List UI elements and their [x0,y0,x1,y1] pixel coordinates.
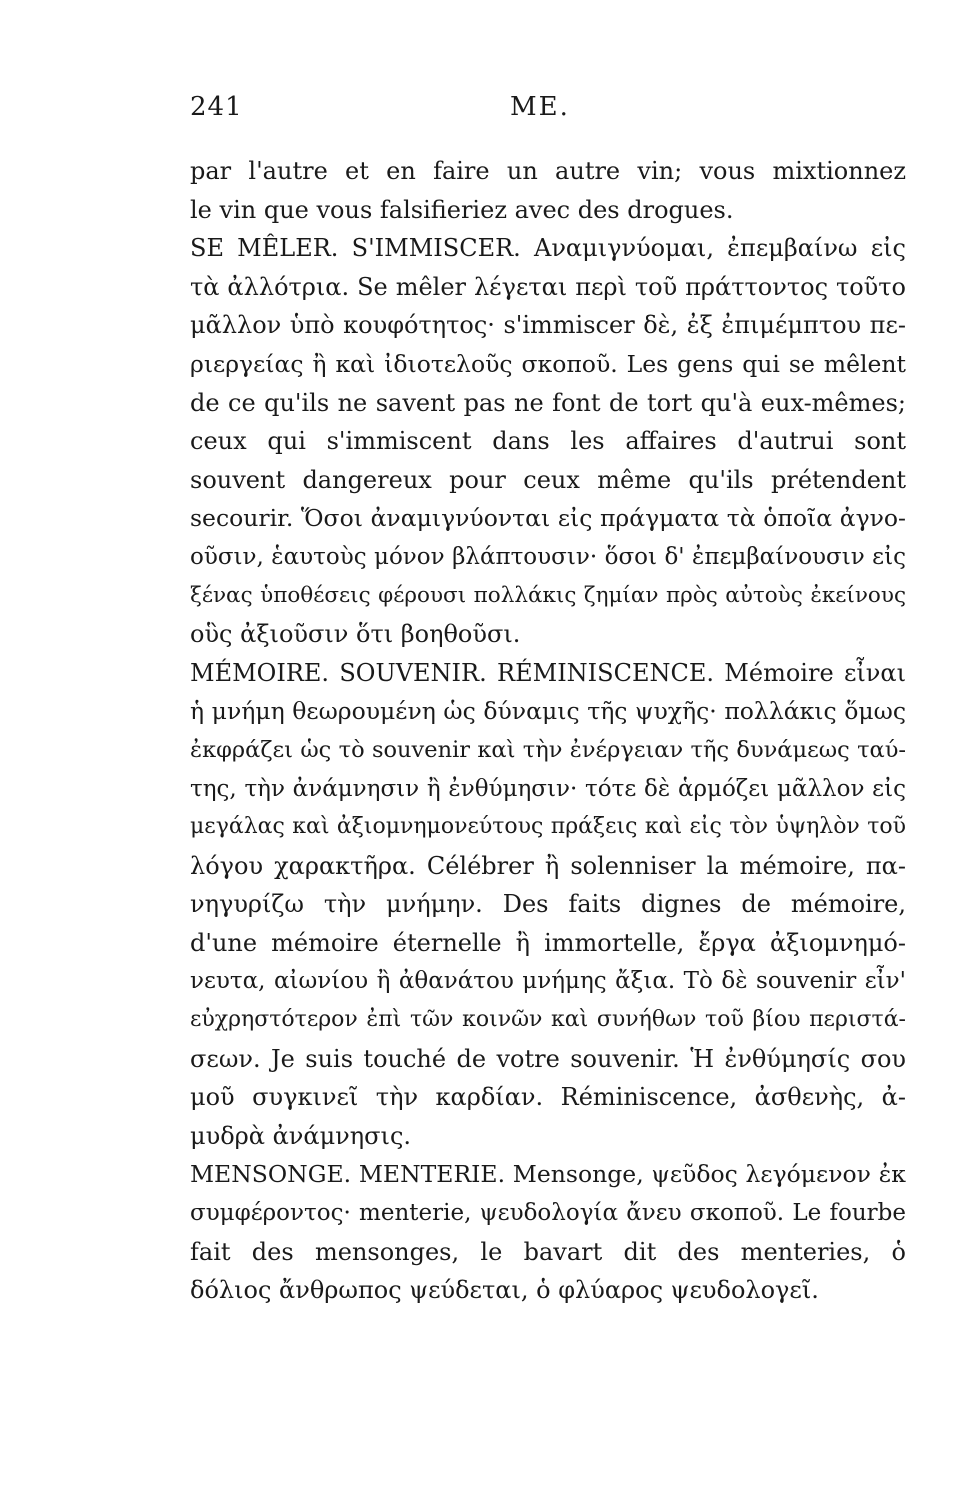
text-line: μυδρὰ ἀνάμνησις. [190,1121,412,1150]
text-line: τὰ ἀλλότρια. Se mêler λέγεται περὶ τοῦ πράττοντος τοῦτο [190,272,906,301]
text-line: ἐκφράζει ὡς τὸ souvenir καὶ τὴν ἐνέργειαν τῆς δυνάμεως ταύ- [190,736,906,763]
text-line: δόλιος ἄνθρωπος ψεύδεται, ὁ φλύαρος ψευδολογεῖ. [190,1276,819,1305]
text-line: secourir. Ὅσοι ἀναμιγνύονται εἰς πράγματα τὰ ὁποῖα ἀγνο- [190,504,906,533]
text-line: fait des mensonges, le bavart dit des menteries, ὁ [190,1237,906,1266]
entry-line: SE MÊLER. S'IMMISCER. Αναμιγνύομαι, ἐπεμβαίνω εἰς [190,234,906,263]
running-head: ME. [510,92,570,122]
text-line: μεγάλας καὶ ἀξιομνημονεύτους πράξεις καὶ εἰς τὸν ὑψηλὸν τοῦ [190,814,906,840]
text-line: ceux qui s'immiscent dans les affaires d'autrui sont [190,427,906,456]
text-line: της, τὴν ἀνάμνησιν ἢ ἐνθύμησιν· τότε δὲ ἁρμόζει μᾶλλον εἰς [190,775,906,802]
text-line: μᾶλλον ὑπὸ κουφότητος· s'immiscer δὲ, ἐξ ἐπιμέμπτου πε- [190,311,906,340]
page-number: 241 [190,92,243,122]
text-line: ξένας ὑποθέσεις φέρουσι πολλάκις ζημίαν πρὸς αὐτοὺς ἐκείνους [190,582,906,608]
text-line: οῦσιν, ἑαυτοὺς μόνον βλάπτουσιν· ὅσοι δ' ἐπεμβαίνουσιν εἰς [190,543,906,570]
text-line: le vin que vous falsifieriez avec des drogues. [190,195,734,224]
text-line: λόγου χαρακτῆρα. Célébrer ἢ solenniser la mémoire, πα- [190,851,906,880]
text-line: souvent dangereux pour ceux même qu'ils prétendent [190,465,906,494]
body-text [190,152,906,1310]
text-line: d'une mémoire éternelle ἢ immortelle, ἔργα ἀξιομνημό- [190,928,906,957]
text-line: par l'autre et en faire un autre vin; vous mixtionnez [190,157,906,185]
text-line: νηγυρίζω τὴν μνήμην. Des faits dignes de mémoire, [190,890,906,919]
entry-line: MENSONGE. MENTERIE. Mensonge, ψεῦδος λεγόμενον ἐκ [190,1160,906,1189]
text-line: νευτα, αἰωνίου ἢ ἀθανάτου μνήμης ἄξια. Τὸ δὲ souvenir εἶν' [190,968,906,995]
text-line: ριεργείας ἢ καὶ ἰδιοτελοῦς σκοποῦ. Les gens qui se mêlent [190,349,906,378]
text-line: σεων. Je suis touché de votre souvenir. Ἡ ἐνθύμησίς σου [190,1044,906,1073]
page-header [190,92,790,132]
text-line: οὓς ἀξιοῦσιν ὅτι βοηθοῦσι. [190,620,521,649]
text-line: de ce qu'ils ne savent pas ne font de tort qu'à eux-mêmes; [190,388,906,417]
text-line: συμφέροντος· menterie, ψευδολογία ἄνευ σκοποῦ. Le fourbe [190,1200,906,1227]
text-line: μοῦ συγκινεῖ τὴν καρδίαν. Réminiscence, ἀσθενὴς, ἀ- [190,1083,906,1112]
text-line: ἡ μνήμη θεωρουμένη ὡς δύναμις τῆς ψυχῆς· πολλάκις ὅμως [190,697,906,726]
entry-line: MÉMOIRE. SOUVENIR. RÉMINISCENCE. Mémoire εἶναι [190,658,906,687]
text-line: εὐχρηστότερον ἐπὶ τῶν κοινῶν καὶ συνήθων τοῦ βίου περιστά- [190,1007,906,1033]
